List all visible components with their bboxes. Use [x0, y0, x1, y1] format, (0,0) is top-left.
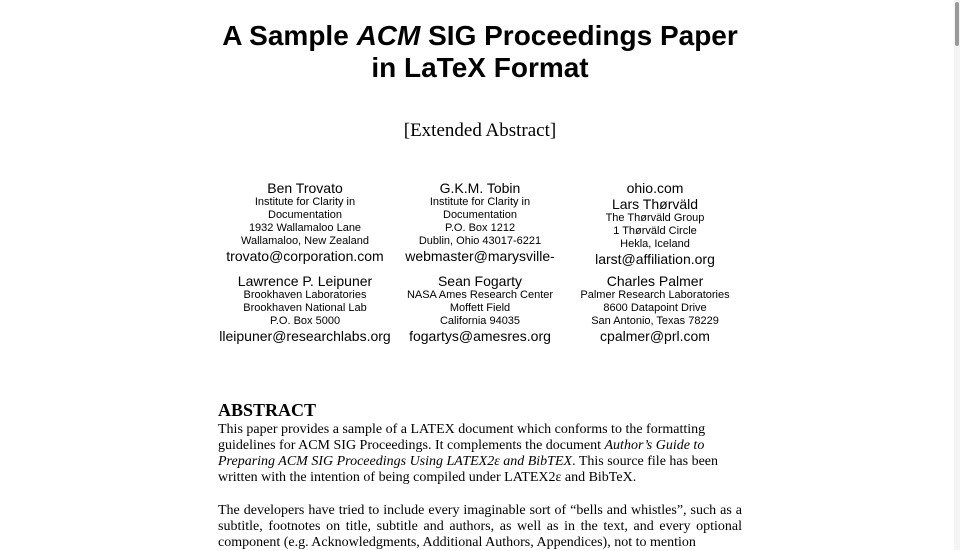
author-block [555, 180, 755, 267]
author-email: fogartys@amesres.org [409, 328, 551, 344]
abstract-paragraph-2: The developers have tried to include every imaginable sort of “bells and whistles”, such as a subtitle, footnotes on title, subtitle and authors, as well as in the text, and every optional component (e.g. Acknowledgments, Additional Authors, Appendices), not to mention [218, 503, 742, 550]
author-name: Lawrence P. Leipuner [237, 273, 373, 289]
author-affiliation: Documentation [443, 209, 517, 221]
author-address: Hekla, Iceland [620, 238, 690, 250]
paragraph-line: written with the intention of being compiled under LATEX2ε and BibTeX. [218, 470, 637, 485]
title-italic-text: ACM [356, 20, 421, 51]
paragraph-line [218, 454, 742, 470]
title-text: SIG Proceedings Paper [420, 20, 738, 51]
abstract-paragraph-1 [218, 422, 742, 486]
author-affiliation: The Thørväld Group [605, 212, 705, 224]
paper-title [0, 20, 960, 84]
author-name: Charles Palmer [606, 273, 704, 289]
author-block [555, 273, 755, 344]
paragraph-text: guidelines for ACM SIG Proceedings. It complements the document [218, 438, 605, 453]
author-address: P.O. Box 5000 [269, 315, 341, 327]
author-name: Sean Fogarty [437, 273, 523, 289]
author-address: P.O. Box 1212 [444, 222, 516, 234]
author-email: cpalmer@prl.com [600, 328, 710, 344]
author-block [205, 273, 405, 344]
abstract-heading: ABSTRACT [218, 400, 317, 420]
scrollbar[interactable] [954, 0, 960, 550]
scrollbar-thumb[interactable] [955, 2, 959, 46]
author-address: San Antonio, Texas 78229 [591, 315, 719, 327]
author-address: California 94035 [439, 315, 521, 327]
author-affiliation: Institute for Clarity in [429, 196, 531, 208]
paragraph-line: This paper provides a sample of a LATEX document which conforms to the formatting [218, 422, 706, 437]
author-block [380, 180, 580, 264]
document-reference: Author’s Guide to [604, 438, 705, 453]
author-name: Ben Trovato [267, 180, 343, 196]
author-affiliation: Palmer Research Laboratories [580, 289, 730, 301]
author-address: 1 Thørväld Circle [613, 225, 697, 237]
author-affiliation: Documentation [268, 209, 342, 221]
author-email-overflow: ohio.com [626, 180, 684, 196]
author-email: trovato@corporation.com [226, 248, 384, 264]
author-name: Lars Thørväld [611, 196, 699, 212]
author-address: Moffett Field [449, 302, 511, 314]
author-affiliation: NASA Ames Research Center [406, 289, 554, 301]
author-address: Dublin, Ohio 43017-6221 [418, 235, 542, 247]
title-line-1 [0, 20, 960, 52]
author-address: Wallamaloo, New Zealand [241, 235, 369, 247]
author-email: larst@affiliation.org [595, 251, 715, 267]
title-text: A Sample [222, 20, 357, 51]
paragraph-text: . This source file has been [572, 454, 718, 469]
author-block [380, 273, 580, 344]
paragraph-line [218, 438, 742, 454]
author-address: 1932 Wallamaloo Lane [248, 222, 362, 234]
paper-subtitle: [Extended Abstract] [403, 120, 557, 141]
author-block [205, 180, 405, 264]
author-address: 8600 Datapoint Drive [603, 302, 707, 314]
author-name: G.K.M. Tobin [439, 180, 521, 196]
document-reference: Preparing ACM SIG Proceedings Using LATEX2ε and BibTEX [218, 454, 573, 469]
author-email: webmaster@marysville- [405, 248, 555, 264]
author-affiliation: Brookhaven Laboratories [243, 289, 367, 301]
author-affiliation: Institute for Clarity in [254, 196, 356, 208]
author-affiliation: Brookhaven National Lab [243, 302, 367, 314]
title-line-2: in LaTeX Format [371, 52, 589, 83]
author-email: lleipuner@researchlabs.org [219, 328, 391, 344]
